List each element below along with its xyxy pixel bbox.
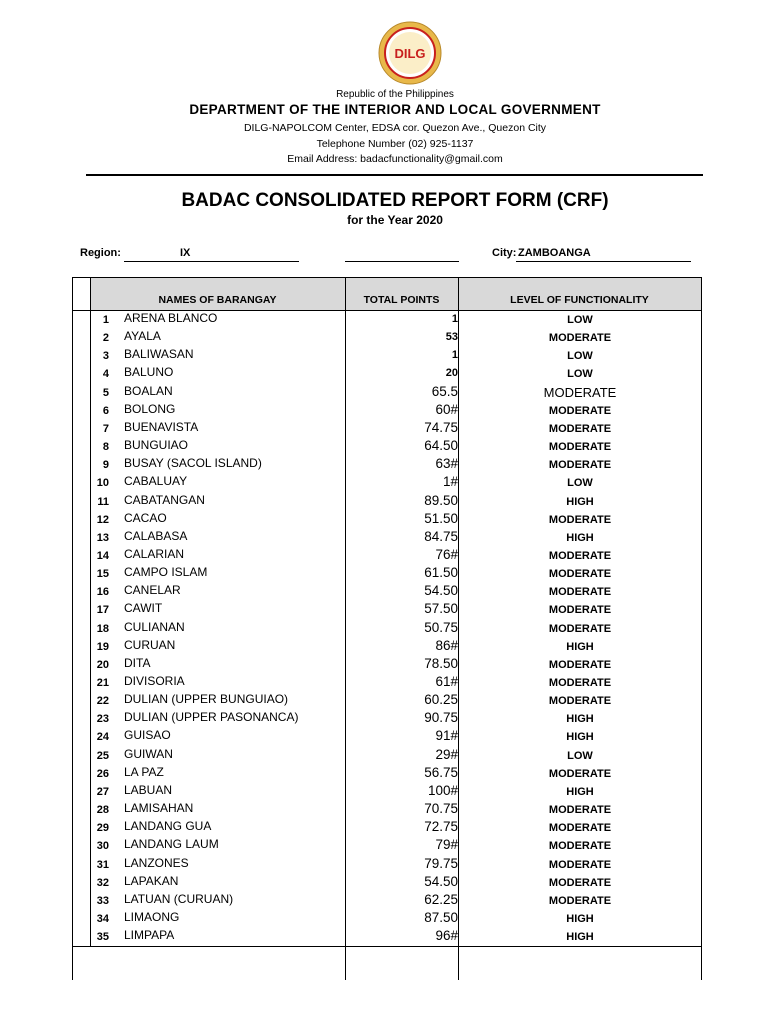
total-points: 64.50 bbox=[424, 438, 458, 454]
barangay-name: CABATANGAN bbox=[124, 492, 205, 507]
row-number: 33 bbox=[96, 894, 109, 907]
barangay-name: BUSAY (SACOL ISLAND) bbox=[124, 456, 262, 471]
total-points: 74.75 bbox=[424, 419, 458, 435]
functionality-level: MODERATE bbox=[548, 586, 612, 599]
functionality-level: LOW bbox=[567, 477, 593, 490]
total-points: 61# bbox=[435, 674, 458, 689]
table-row bbox=[72, 909, 702, 927]
functionality-level: HIGH bbox=[566, 931, 594, 944]
table-top-border bbox=[72, 277, 702, 278]
total-points: 79.75 bbox=[424, 855, 458, 871]
table-row bbox=[72, 836, 702, 854]
header-names: NAMES OF BARANGAY bbox=[158, 294, 277, 306]
header-points: TOTAL POINTS bbox=[363, 294, 440, 306]
barangay-name: LATUAN (CURUAN) bbox=[124, 891, 234, 906]
row-number: 26 bbox=[96, 767, 109, 780]
functionality-level: MODERATE bbox=[548, 459, 612, 472]
total-points: 90.75 bbox=[424, 710, 458, 726]
row-number: 3 bbox=[102, 350, 109, 363]
barangay-name: CAMPO ISLAM bbox=[124, 565, 208, 580]
row-number: 9 bbox=[102, 459, 109, 472]
table-row bbox=[72, 310, 702, 328]
total-points: 60.25 bbox=[424, 692, 458, 708]
barangay-name: DIVISORIA bbox=[124, 674, 185, 688]
barangay-name: DITA bbox=[124, 655, 151, 670]
functionality-level: HIGH bbox=[566, 531, 594, 544]
barangay-name: LANDANG LAUM bbox=[124, 837, 219, 852]
functionality-level: MODERATE bbox=[548, 658, 612, 671]
table-row bbox=[72, 473, 702, 491]
header-level: LEVEL OF FUNCTIONALITY bbox=[510, 294, 649, 306]
total-points: 51.50 bbox=[424, 510, 458, 526]
total-points: 91# bbox=[435, 728, 458, 744]
table-row bbox=[72, 346, 702, 364]
row-number: 5 bbox=[102, 386, 109, 399]
barangay-name: LIMPAPA bbox=[124, 928, 175, 943]
logo-text: DILG bbox=[394, 46, 426, 61]
total-points: 96# bbox=[435, 928, 458, 944]
city-value: ZAMBOANGA bbox=[518, 247, 591, 259]
table-row bbox=[72, 437, 702, 455]
table-row bbox=[72, 764, 702, 782]
table-row bbox=[72, 455, 702, 473]
table-row bbox=[72, 800, 702, 818]
table-row bbox=[72, 510, 702, 528]
row-number: 19 bbox=[96, 640, 109, 653]
total-points: 76# bbox=[435, 546, 458, 562]
barangay-name: CALARIAN bbox=[124, 546, 185, 561]
row-number: 28 bbox=[96, 804, 109, 817]
total-points: 54.50 bbox=[424, 873, 458, 889]
functionality-level: HIGH bbox=[566, 495, 594, 508]
table-row bbox=[72, 818, 702, 836]
functionality-level: MODERATE bbox=[548, 441, 612, 454]
department-name: DEPARTMENT OF THE INTERIOR AND LOCAL GOVERNMENT bbox=[189, 102, 601, 117]
functionality-level: MODERATE bbox=[548, 622, 612, 635]
dilg-seal-logo bbox=[377, 20, 443, 86]
table-row bbox=[72, 364, 702, 382]
table-row bbox=[72, 600, 702, 618]
functionality-level: HIGH bbox=[566, 713, 594, 726]
city-label: City: bbox=[492, 247, 517, 259]
functionality-level: MODERATE bbox=[548, 404, 612, 417]
total-points: 72.75 bbox=[424, 819, 458, 835]
total-points: 100# bbox=[427, 782, 458, 798]
form-title: BADAC CONSOLIDATED REPORT FORM (CRF) bbox=[181, 190, 609, 211]
barangay-name: BOALAN bbox=[124, 383, 173, 398]
table-row bbox=[72, 691, 702, 709]
row-number: 35 bbox=[96, 931, 109, 944]
table-row bbox=[72, 582, 702, 600]
table-last-row-border bbox=[72, 946, 702, 947]
functionality-level: LOW bbox=[567, 368, 593, 381]
row-number: 13 bbox=[96, 531, 109, 544]
total-points: 61.50 bbox=[424, 565, 458, 581]
row-number: 29 bbox=[96, 822, 109, 835]
row-number: 21 bbox=[96, 677, 109, 689]
functionality-level: LOW bbox=[567, 350, 593, 363]
department-address: DILG-NAPOLCOM Center, EDSA cor. Quezon Ave., Quezon City bbox=[243, 122, 547, 134]
barangay-name: LAMISAHAN bbox=[124, 801, 194, 816]
functionality-level: HIGH bbox=[566, 640, 594, 653]
row-number: 22 bbox=[96, 695, 109, 708]
row-number: 23 bbox=[96, 713, 109, 726]
barangay-name: ARENA BLANCO bbox=[124, 311, 218, 325]
total-points: 65.5 bbox=[431, 383, 458, 399]
row-number: 34 bbox=[96, 912, 109, 925]
barangay-name: LIMAONG bbox=[124, 909, 180, 924]
table-row bbox=[72, 782, 702, 800]
table-row bbox=[72, 873, 702, 891]
barangay-name: CACAO bbox=[124, 510, 167, 525]
barangay-name: BALIWASAN bbox=[124, 347, 194, 362]
row-number: 30 bbox=[96, 840, 109, 853]
table-row bbox=[72, 546, 702, 564]
total-points: 50.75 bbox=[424, 619, 458, 635]
table-row bbox=[72, 727, 702, 745]
total-points: 84.75 bbox=[424, 528, 458, 544]
total-points: 87.50 bbox=[424, 909, 458, 925]
total-points: 89.50 bbox=[424, 492, 458, 508]
total-points: 20 bbox=[445, 367, 458, 380]
barangay-name: LAPAKAN bbox=[124, 873, 179, 888]
barangay-name: CURUAN bbox=[124, 637, 176, 652]
functionality-level: LOW bbox=[567, 749, 593, 762]
table-row bbox=[72, 528, 702, 546]
barangay-name: LANDANG GUA bbox=[124, 819, 212, 834]
total-points: 70.75 bbox=[424, 801, 458, 817]
row-number: 25 bbox=[96, 749, 109, 762]
table-row bbox=[72, 709, 702, 727]
barangay-name: CABALUAY bbox=[124, 474, 188, 489]
functionality-level: MODERATE bbox=[548, 549, 612, 562]
row-number: 10 bbox=[96, 477, 109, 490]
row-number: 32 bbox=[96, 876, 109, 889]
barangay-name: CANELAR bbox=[124, 583, 181, 598]
total-points: 62.25 bbox=[424, 891, 458, 907]
city-underline bbox=[516, 261, 691, 262]
barangay-name: CULIANAN bbox=[124, 619, 185, 634]
table-row bbox=[72, 492, 702, 510]
table-row bbox=[72, 383, 702, 401]
table-row bbox=[72, 637, 702, 655]
total-points: 29# bbox=[435, 746, 458, 762]
functionality-level: MODERATE bbox=[548, 677, 612, 689]
table-row bbox=[72, 891, 702, 909]
functionality-level: MODERATE bbox=[548, 876, 612, 889]
total-points: 1 bbox=[451, 349, 458, 362]
barangay-name: BUNGUIAO bbox=[124, 438, 189, 453]
total-points: 53 bbox=[445, 331, 458, 344]
functionality-level: MODERATE bbox=[548, 513, 612, 526]
total-points: 1 bbox=[451, 313, 458, 325]
row-number: 4 bbox=[102, 368, 109, 381]
row-number: 1 bbox=[102, 314, 109, 326]
table-row bbox=[72, 619, 702, 637]
region-underline bbox=[124, 261, 299, 262]
barangay-name: AYALA bbox=[124, 329, 161, 344]
region-label: Region: bbox=[80, 247, 121, 259]
functionality-level: MODERATE bbox=[548, 804, 612, 817]
total-points: 56.75 bbox=[424, 764, 458, 780]
functionality-level: MODERATE bbox=[548, 568, 612, 581]
row-number: 7 bbox=[102, 422, 109, 435]
table-row bbox=[72, 746, 702, 764]
functionality-level: MODERATE bbox=[548, 858, 612, 871]
email-address: Email Address: badacfunctionality@gmail.com bbox=[287, 153, 503, 165]
barangay-name: BOLONG bbox=[124, 401, 176, 416]
functionality-level: HIGH bbox=[566, 912, 594, 925]
total-points: 78.50 bbox=[424, 655, 458, 671]
barangay-name: BALUNO bbox=[124, 365, 174, 380]
total-points: 63# bbox=[435, 456, 458, 472]
functionality-level: MODERATE bbox=[548, 332, 612, 345]
row-number: 31 bbox=[96, 858, 109, 871]
barangay-name: LABUAN bbox=[124, 782, 173, 797]
barangay-table bbox=[72, 277, 702, 980]
barangay-name: CAWIT bbox=[124, 601, 163, 616]
republic-line: Republic of the Philippines bbox=[336, 89, 454, 100]
functionality-level: MODERATE bbox=[548, 894, 612, 907]
functionality-level: MODERATE bbox=[548, 604, 612, 617]
functionality-level: HIGH bbox=[566, 731, 594, 744]
table-row bbox=[72, 673, 702, 691]
header-divider bbox=[86, 174, 703, 176]
row-number: 27 bbox=[96, 785, 109, 798]
row-number: 12 bbox=[96, 513, 109, 526]
functionality-level: MODERATE bbox=[543, 384, 617, 400]
table-row bbox=[72, 564, 702, 582]
row-number: 16 bbox=[96, 586, 109, 599]
row-number: 8 bbox=[102, 441, 109, 454]
row-number: 11 bbox=[97, 495, 109, 508]
row-number: 6 bbox=[102, 404, 109, 417]
functionality-level: LOW bbox=[567, 314, 593, 326]
total-points: 86# bbox=[435, 637, 458, 653]
total-points: 1# bbox=[442, 474, 458, 490]
barangay-name: GUIWAN bbox=[124, 746, 173, 761]
total-points: 57.50 bbox=[424, 601, 458, 617]
telephone-number: Telephone Number (02) 925-1137 bbox=[316, 138, 474, 150]
total-points: 60# bbox=[435, 401, 458, 417]
table-row bbox=[72, 927, 702, 945]
functionality-level: MODERATE bbox=[548, 840, 612, 853]
barangay-name: BUENAVISTA bbox=[124, 419, 199, 434]
functionality-level: HIGH bbox=[566, 785, 594, 798]
table-row bbox=[72, 655, 702, 673]
barangay-name: DULIAN (UPPER PASONANCA) bbox=[124, 710, 299, 725]
row-number: 18 bbox=[96, 622, 109, 635]
barangay-name: LA PAZ bbox=[124, 764, 164, 779]
row-number: 17 bbox=[96, 604, 109, 617]
table-row bbox=[72, 328, 702, 346]
form-subtitle: for the Year 2020 bbox=[347, 213, 443, 227]
barangay-name: GUISAO bbox=[124, 728, 171, 743]
total-points: 54.50 bbox=[424, 583, 458, 599]
row-number: 14 bbox=[96, 549, 109, 562]
functionality-level: MODERATE bbox=[548, 822, 612, 835]
barangay-name: DULIAN (UPPER BUNGUIAO) bbox=[124, 692, 289, 707]
barangay-name: CALABASA bbox=[124, 528, 188, 543]
row-number: 24 bbox=[96, 731, 109, 744]
table-row bbox=[72, 419, 702, 437]
functionality-level: MODERATE bbox=[548, 422, 612, 435]
functionality-level: MODERATE bbox=[548, 695, 612, 708]
table-row bbox=[72, 401, 702, 419]
row-number: 20 bbox=[96, 658, 109, 671]
barangay-name: LANZONES bbox=[124, 855, 189, 870]
functionality-level: MODERATE bbox=[548, 767, 612, 780]
region-value: IX bbox=[180, 247, 191, 259]
blank-underline bbox=[345, 261, 459, 262]
table-row bbox=[72, 855, 702, 873]
row-number: 15 bbox=[96, 568, 109, 581]
total-points: 79# bbox=[435, 837, 458, 853]
row-number: 2 bbox=[102, 332, 109, 345]
